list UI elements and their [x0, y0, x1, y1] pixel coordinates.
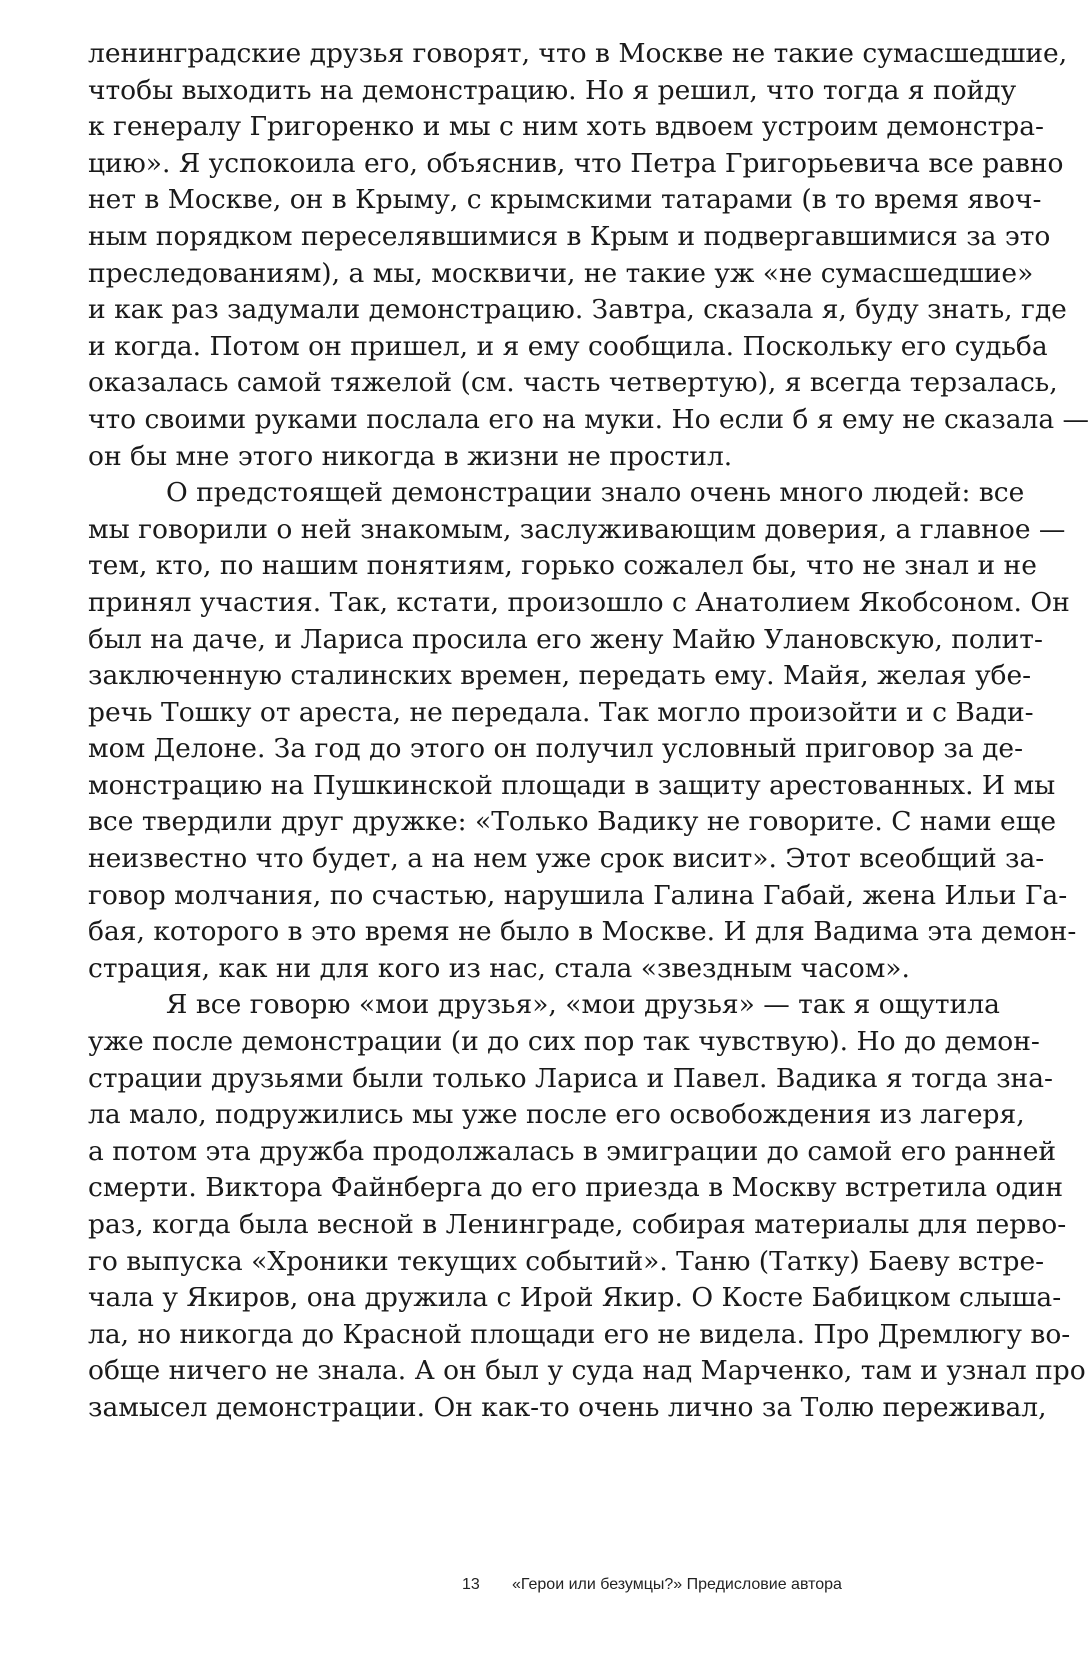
text-line: раз, когда была весной в Ленинграде, собирая материалы для перво-	[88, 1209, 1067, 1240]
text-line: О предстоящей демонстрации знало очень много людей: все	[166, 477, 1025, 509]
paragraph	[88, 475, 1077, 987]
text-line: чала у Якиров, она дружила с Ирой Якир. О Косте Бабицком слыша-	[88, 1282, 1062, 1314]
text-line: страция, как ни для кого из нас, стала «звездным часом».	[88, 952, 910, 984]
text-line: цию». Я успокоила его, объяснив, что Петра Григорьевича все равно	[88, 147, 1064, 179]
text-line: ленинградские друзья говорят, что в Москве не такие сумасшедшие,	[88, 38, 1068, 69]
running-title: «Герои или безумцы?» Предисловие автора	[512, 1576, 842, 1593]
paragraph	[88, 987, 1086, 1426]
text-line: монстрацию на Пушкинской площади в защиту арестованных. И мы	[88, 769, 1056, 801]
text-line: бая, которого в это время не было в Москве. И для Вадима эта демон-	[88, 916, 1077, 948]
text-line: го выпуска «Хроники текущих событий». Таню (Татку) Баеву встре-	[88, 1245, 1045, 1277]
text-line: нет в Москве, он в Крыму, с крымскими татарами (в то время явоч-	[88, 184, 1042, 216]
text-line: мы говорили о ней знакомым, заслуживающим доверия, а главное —	[88, 513, 1066, 545]
text-line: к генералу Григоренко и мы с ним хоть вдвоем устроим демонстра-	[88, 111, 1045, 143]
text-line: чтобы выходить на демонстрацию. Но я решил, что тогда я пойду	[88, 74, 1017, 106]
text-line: тем, кто, по нашим понятиям, горько сожалел бы, что не знал и не	[88, 550, 1037, 582]
text-line: и когда. Потом он пришел, и я ему сообщила. Поскольку его судьба	[88, 330, 1048, 362]
text-line: ла мало, подружились мы уже после его освобождения из лагеря,	[88, 1099, 1025, 1131]
text-line: ла, но никогда до Красной площади его не видела. Про Дремлюгу во-	[88, 1318, 1071, 1350]
paragraph	[88, 36, 1089, 475]
text-line: преследованиям), а мы, москвичи, не такие уж «не сумасшедшие»	[88, 257, 1034, 289]
text-line: был на даче, и Лариса просила его жену Майю Улановскую, полит-	[88, 623, 1043, 655]
text-line: страции друзьями были только Лариса и Павел. Вадика я тогда зна-	[88, 1062, 1053, 1094]
text-line: все твердили друг дружке: «Только Вадику не говорите. С нами еще	[88, 806, 1057, 838]
text-line: Я все говорю «мои друзья», «мои друзья» — так я ощутила	[166, 989, 1000, 1021]
text-line: обще ничего не знала. А он был у суда над Марченко, там и узнал про	[88, 1355, 1086, 1387]
text-line: что своими руками послала его на муки. Но если б я ему не сказала —	[88, 403, 1089, 435]
text-line: он бы мне этого никогда в жизни не простил.	[88, 440, 733, 472]
text-line: ным порядком переселявшимися в Крым и подвергавшимися за это	[88, 220, 1051, 252]
text-line: оказалась самой тяжелой (см. часть четвертую), я всегда терзалась,	[88, 367, 1058, 399]
text-line: неизвестно что будет, а на нем уже срок висит». Этот всеобщий за-	[88, 843, 1045, 875]
text-line: принял участия. Так, кстати, произошло с Анатолием Якобсоном. Он	[88, 586, 1070, 618]
text-line: замысел демонстрации. Он как-то очень лично за Толю переживал,	[88, 1391, 1047, 1423]
text-line: заключенную сталинских времен, передать ему. Майя, желая убе-	[88, 660, 1032, 692]
text-line: смерти. Виктора Файнберга до его приезда в Москву встретила один	[88, 1172, 1064, 1204]
body-text	[88, 36, 1089, 1427]
text-line: а потом эта дружба продолжалась в эмиграции до самой его ранней	[88, 1135, 1057, 1167]
page-number: 13	[462, 1576, 480, 1593]
text-line: говор молчания, по счастью, нарушила Галина Габай, жена Ильи Га-	[88, 879, 1068, 911]
text-line: уже после демонстрации (и до сих пор так чувствую). Но до демон-	[88, 1026, 1040, 1058]
text-line: и как раз задумали демонстрацию. Завтра, сказала я, буду знать, где	[88, 294, 1067, 326]
text-line: речь Тошку от ареста, не передала. Так могло произойти и с Вади-	[88, 696, 1034, 728]
text-line: мом Делоне. За год до этого он получил условный приговор за де-	[88, 733, 1024, 765]
